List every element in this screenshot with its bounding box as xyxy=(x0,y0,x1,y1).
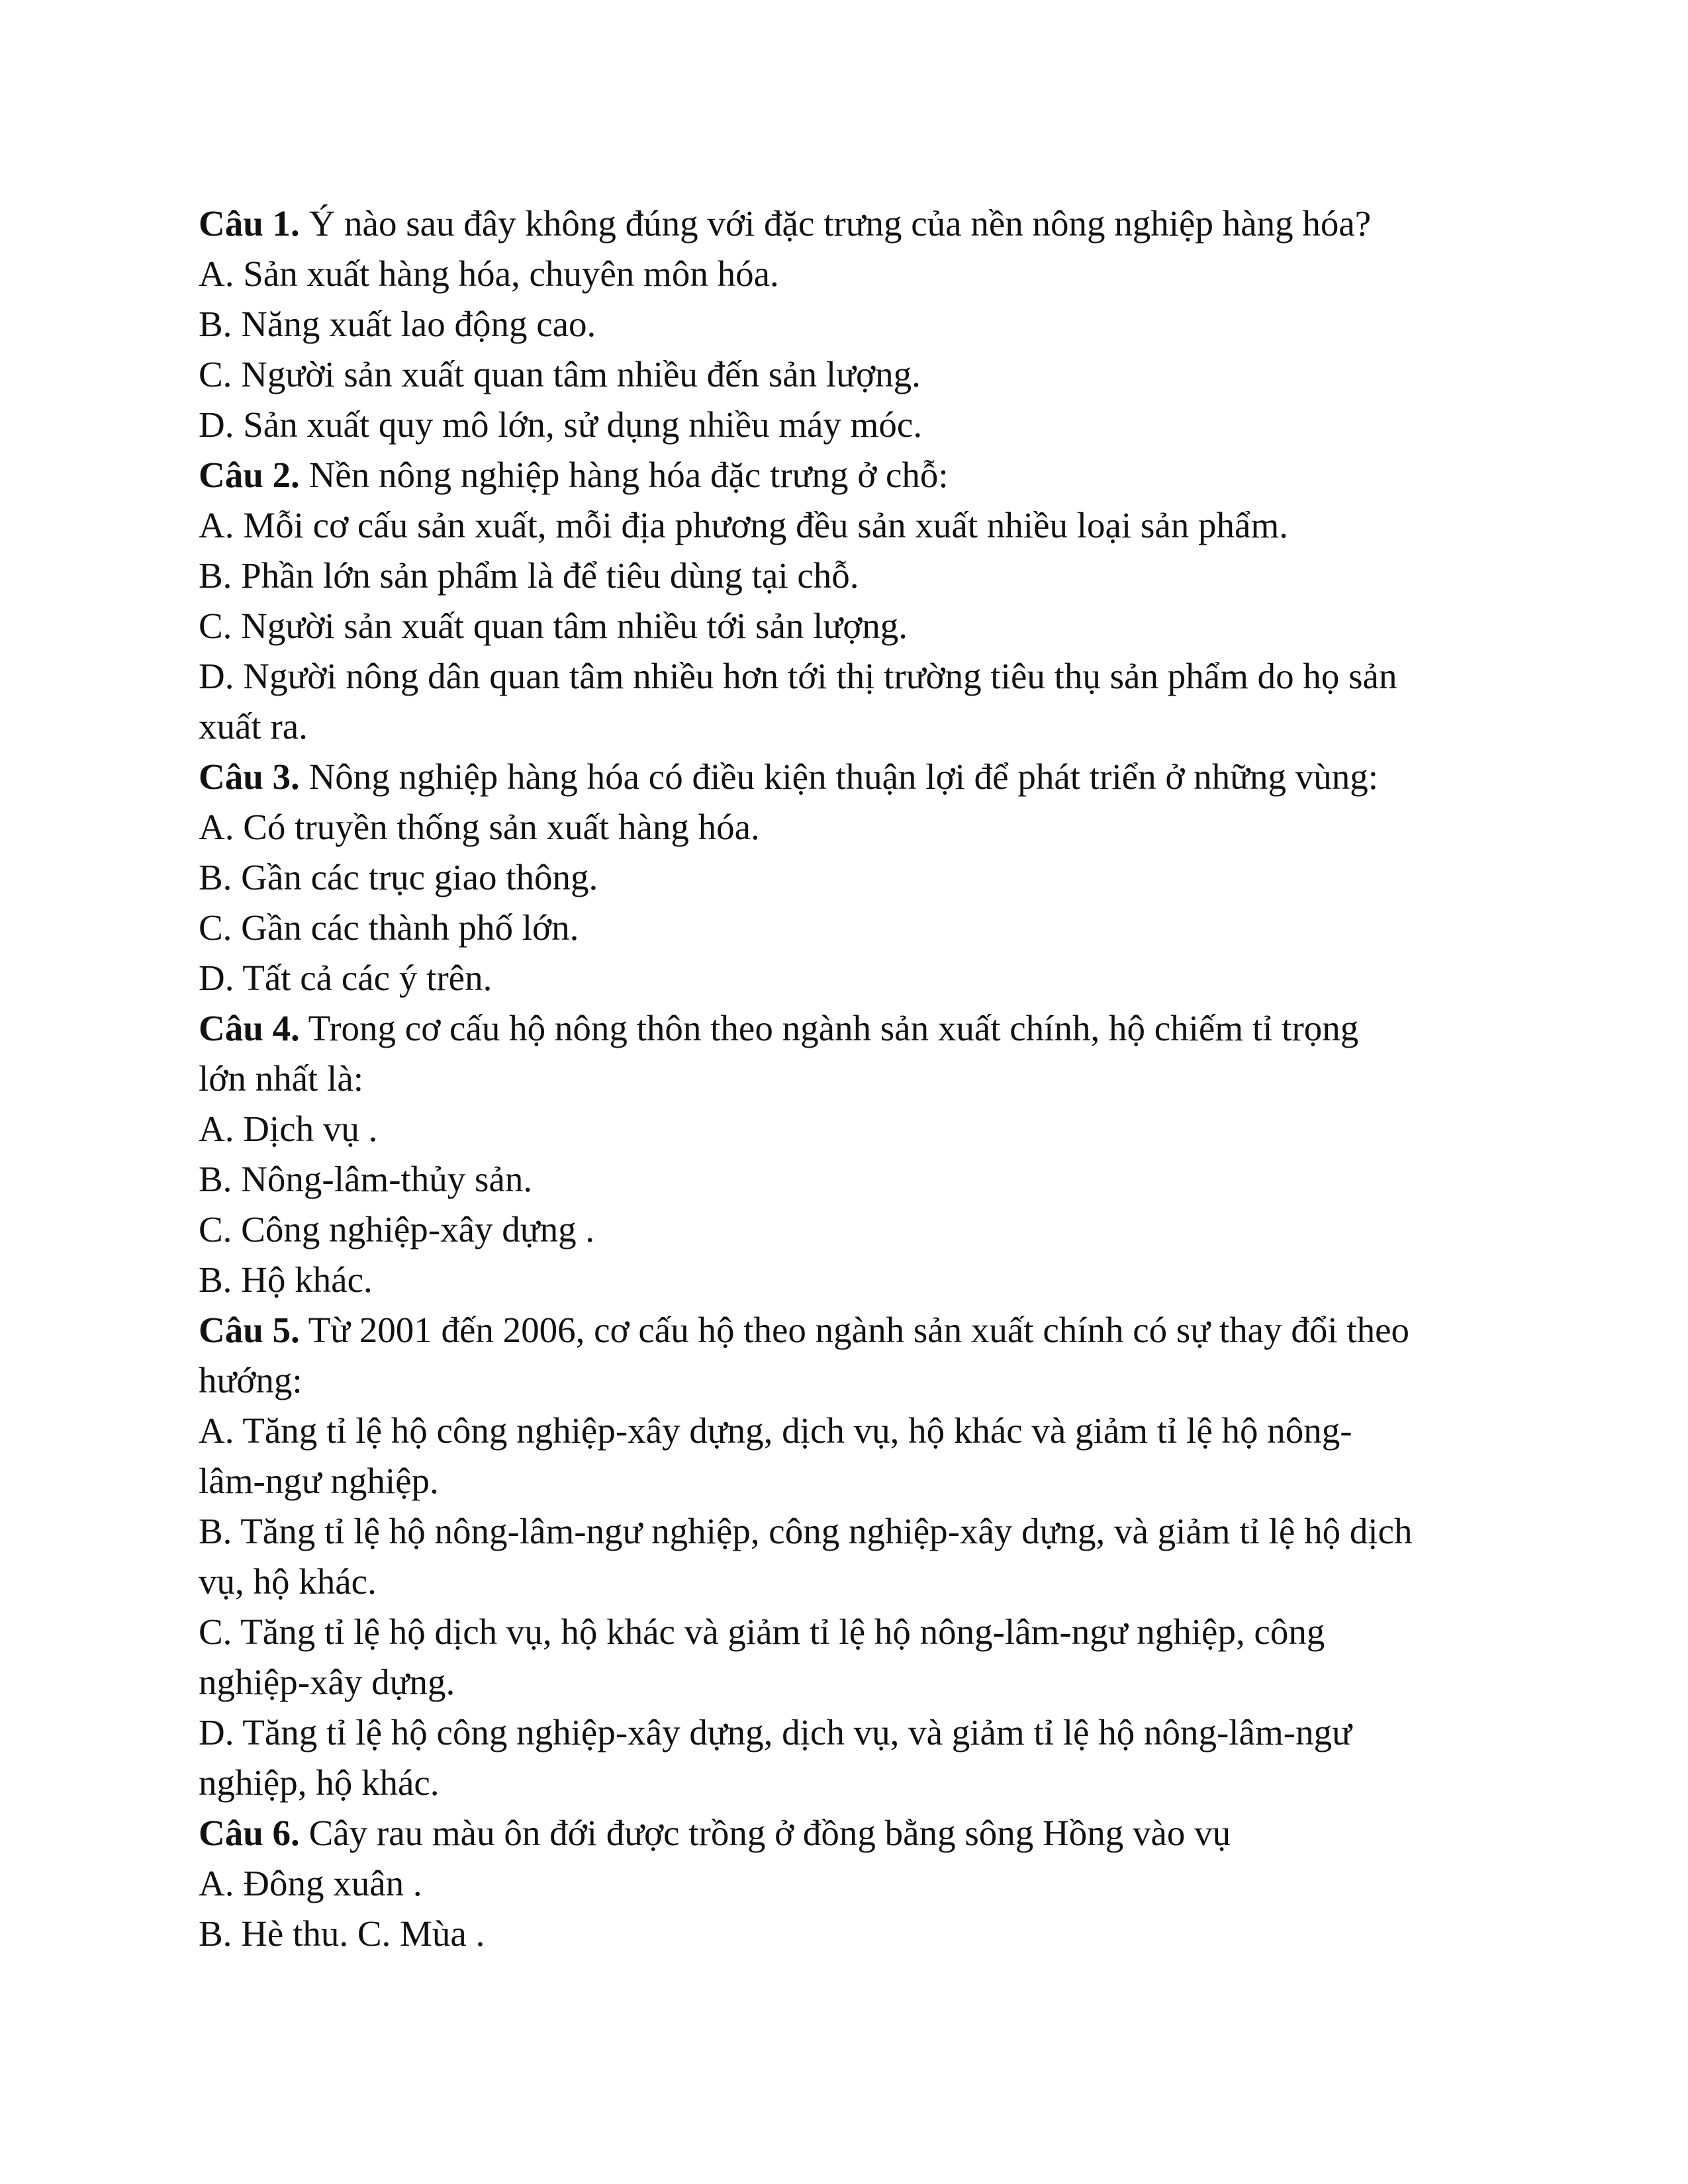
question-1 xyxy=(199,199,1496,450)
question-5-option-b: B. Tăng tỉ lệ hộ nông-lâm-ngư nghiệp, công nghiệp-xây dựng, và giảm tỉ lệ hộ dịch xyxy=(199,1511,1413,1551)
question-3-option-d: D. Tất cả các ý trên. xyxy=(199,958,492,998)
question-6-stem xyxy=(199,1808,1496,1858)
question-3-text: Nông nghiệp hàng hóa có điều kiện thuận lợi để phát triển ở những vùng: xyxy=(308,756,1378,797)
question-4-option-c: C. Công nghiệp-xây dựng . xyxy=(199,1209,595,1250)
question-1-stem xyxy=(199,199,1496,249)
question-4-stem-continued: lớn nhất là: xyxy=(199,1058,364,1099)
question-2-option-c: C. Người sản xuất quan tâm nhiều tới sản lượng. xyxy=(199,606,908,646)
question-4 xyxy=(199,1003,1496,1305)
question-2-option-d-continued: xuất ra. xyxy=(199,706,308,747)
question-5-stem-continued: hướng: xyxy=(199,1360,303,1400)
question-5-option-a-continued: lâm-ngư nghiệp. xyxy=(199,1461,439,1501)
question-5-option-a: A. Tăng tỉ lệ hộ công nghiệp-xây dựng, dịch vụ, hộ khác và giảm tỉ lệ hộ nông- xyxy=(199,1410,1352,1451)
question-5-option-d-continued: nghiệp, hộ khác. xyxy=(199,1762,440,1803)
question-6-option-b-c: B. Hè thu. C. Mùa . xyxy=(199,1913,485,1954)
question-6 xyxy=(199,1808,1496,1959)
question-3-option-c: C. Gần các thành phố lớn. xyxy=(199,907,579,948)
question-3-option-b: B. Gần các trục giao thông. xyxy=(199,857,598,897)
question-4-option-b: B. Nông-lâm-thủy sản. xyxy=(199,1159,533,1199)
question-1-text: Ý nào sau đây không đúng với đặc trưng của nền nông nghiệp hàng hóa? xyxy=(308,203,1372,244)
question-3-stem xyxy=(199,752,1496,802)
question-4-option-a: A. Dịch vụ . xyxy=(199,1109,378,1149)
question-4-option-d: B. Hộ khác. xyxy=(199,1259,373,1300)
question-2-option-b: B. Phần lớn sản phẩm là để tiêu dùng tại chỗ. xyxy=(199,555,859,596)
question-1-label: Câu 1. xyxy=(199,203,300,244)
question-5-text: Từ 2001 đến 2006, cơ cấu hộ theo ngành sản xuất chính có sự thay đổi theo xyxy=(308,1310,1410,1350)
question-5-option-b-continued: vụ, hộ khác. xyxy=(199,1561,377,1602)
question-3-option-a: A. Có truyền thống sản xuất hàng hóa. xyxy=(199,807,760,847)
question-5 xyxy=(199,1305,1496,1808)
question-2-option-a: A. Mỗi cơ cấu sản xuất, mỗi địa phương đều sản xuất nhiều loại sản phẩm. xyxy=(199,505,1288,545)
question-1-option-c: C. Người sản xuất quan tâm nhiều đến sản lượng. xyxy=(199,354,921,394)
question-5-option-c-continued: nghiệp-xây dựng. xyxy=(199,1662,455,1702)
question-6-label: Câu 6. xyxy=(199,1813,300,1853)
question-4-label: Câu 4. xyxy=(199,1008,300,1048)
question-5-stem xyxy=(199,1305,1496,1355)
question-2-stem xyxy=(199,450,1496,500)
question-1-option-b: B. Năng xuất lao động cao. xyxy=(199,304,596,344)
question-2 xyxy=(199,450,1496,752)
question-2-option-d: D. Người nông dân quan tâm nhiều hơn tới thị trường tiêu thụ sản phẩm do họ sản xyxy=(199,656,1397,696)
document-page xyxy=(199,199,1496,1959)
question-5-label: Câu 5. xyxy=(199,1310,300,1350)
question-2-label: Câu 2. xyxy=(199,455,300,495)
question-6-text: Cây rau màu ôn đới được trồng ở đồng bằng sông Hồng vào vụ xyxy=(308,1813,1231,1853)
question-4-stem xyxy=(199,1003,1496,1054)
question-1-option-d: D. Sản xuất quy mô lớn, sử dụng nhiều máy móc. xyxy=(199,404,923,445)
question-2-text: Nền nông nghiệp hàng hóa đặc trưng ở chỗ: xyxy=(308,455,949,495)
question-5-option-d: D. Tăng tỉ lệ hộ công nghiệp-xây dựng, dịch vụ, và giảm tỉ lệ hộ nông-lâm-ngư xyxy=(199,1712,1352,1752)
question-4-text: Trong cơ cấu hộ nông thôn theo ngành sản xuất chính, hộ chiếm tỉ trọng xyxy=(308,1008,1359,1048)
question-3 xyxy=(199,752,1496,1003)
question-6-option-a: A. Đông xuân . xyxy=(199,1863,422,1903)
question-1-option-a: A. Sản xuất hàng hóa, chuyên môn hóa. xyxy=(199,253,779,294)
question-5-option-c: C. Tăng tỉ lệ hộ dịch vụ, hộ khác và giảm tỉ lệ hộ nông-lâm-ngư nghiệp, công xyxy=(199,1612,1325,1652)
question-3-label: Câu 3. xyxy=(199,756,300,797)
